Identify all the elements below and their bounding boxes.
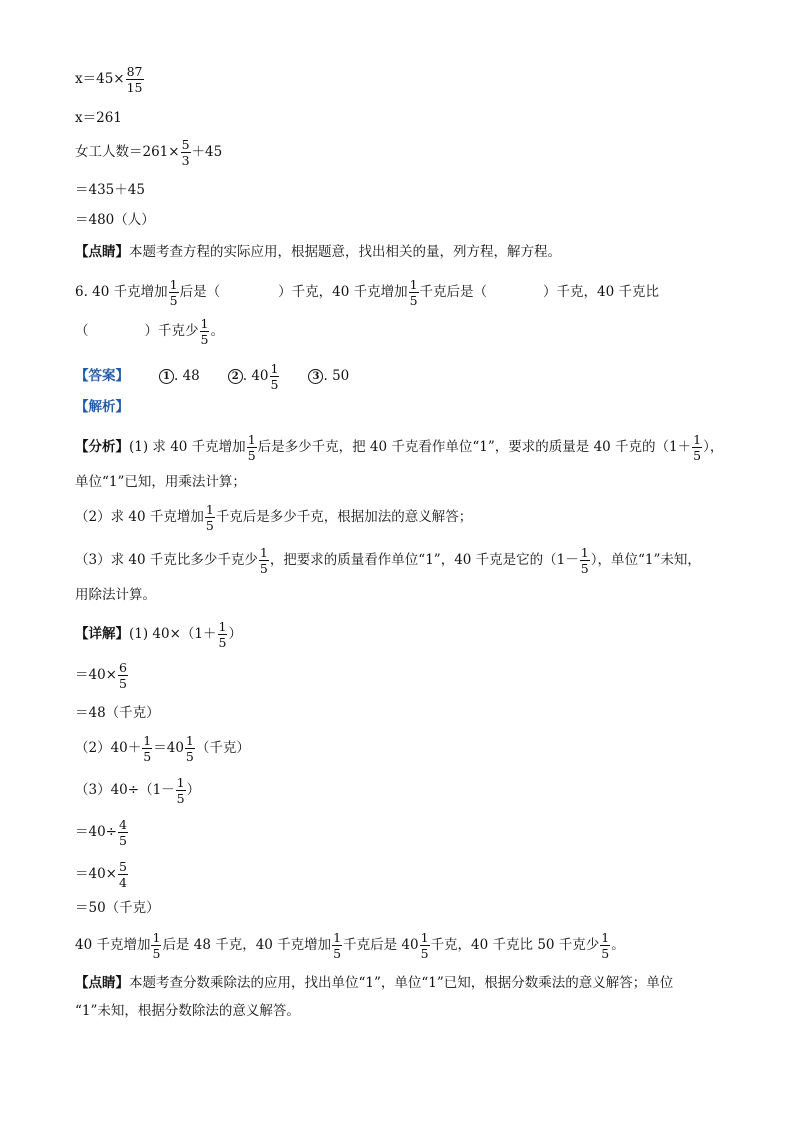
detail-line-2: ＝40× $\frac{6}{5}$	[75, 660, 127, 691]
fraction: $\frac{87}{15}$	[126, 64, 143, 95]
detail-line-7: ＝40× $\frac{5}{4}$	[75, 859, 127, 890]
circled-number: 1	[159, 369, 174, 384]
summary-line: 40 千克增加 $\frac{1}{5}$ 后是 48 千克，40 千克增加 $\frac{1}{5}$ 千克后是 40 $\frac{1}{5}$ 千克，40 千克比 50 千克少 $\frac{1}{5}$ 。	[75, 930, 625, 961]
equation-line-3: 女工人数＝261× $\frac{5}{3}$ ＋45	[75, 137, 223, 168]
analysis-line-1: 【分析】(1) 求 40 千克增加 $\frac{1}{5}$ 后是多少千克，把 40 千克看作单位“1”，要求的质量是 40 千克的（1＋ $\frac{1}{5}$ ），	[75, 432, 724, 463]
dianjing-2-line-1: 【点睛】本题考查分数乘除法的应用，找出单位“1”，单位“1”已知，根据分数乘法的意义解答；单位	[75, 975, 674, 991]
dianjing-1: 【点睛】本题考查方程的实际应用，根据题意，找出相关的量，列方程，解方程。	[75, 244, 561, 260]
question-6-line-1: 6. 40 千克增加 $\frac{1}{5}$ 后是（ ）千克，40 千克增加 $\frac{1}{5}$ 千克后是（ ）千克，40 千克比	[75, 277, 660, 308]
detail-line-8: ＝50（千克）	[75, 900, 160, 916]
detail-line-4: （2）40＋ $\frac{1}{5}$ ＝40 $\frac{1}{5}$ （千克）	[75, 733, 250, 764]
analysis-line-2: 单位“1”已知，用乘法计算；	[75, 474, 246, 490]
equation-line-4: ＝435＋45	[75, 182, 145, 198]
eq-text: x＝45×	[75, 71, 125, 87]
fraction: $\frac{5}{3}$	[181, 137, 190, 168]
answer-line: 【答案】 1 . 48 2 . 40 $\frac{1}{5}$ 3 . 50	[75, 361, 350, 392]
detail-line-5: （3）40÷（1－ $\frac{1}{5}$ ）	[75, 775, 201, 806]
analysis-line-5: 用除法计算。	[75, 587, 156, 603]
detail-line-1: 【详解】(1) 40×（1＋ $\frac{1}{5}$ ）	[75, 619, 242, 650]
circled-number: 3	[308, 369, 323, 384]
equation-line-5: ＝480（人）	[75, 212, 155, 228]
equation-line-2: x＝261	[75, 110, 122, 126]
equation-line-1	[75, 64, 145, 95]
detail-line-3: ＝48（千克）	[75, 705, 160, 721]
circled-number: 2	[228, 369, 243, 384]
dianjing-2-line-2: “1”未知，根据分数除法的意义解答。	[75, 1003, 300, 1019]
analysis-line-4: （3）求 40 千克比多少千克少 $\frac{1}{5}$ ，把要求的质量看作单位“1”，40 千克是它的（1－ $\frac{1}{5}$ ），单位“1”未知，	[75, 545, 701, 576]
question-6-line-2: （ ）千克少 $\frac{1}{5}$ 。	[75, 316, 224, 347]
analysis-line-3: （2）求 40 千克增加 $\frac{1}{5}$ 千克后是多少千克，根据加法的意义解答；	[75, 502, 473, 533]
answer-tag: 【答案】	[75, 368, 129, 384]
detail-line-6: ＝40÷ $\frac{4}{5}$	[75, 817, 127, 848]
jiexi-tag: 【解析】	[75, 399, 129, 415]
